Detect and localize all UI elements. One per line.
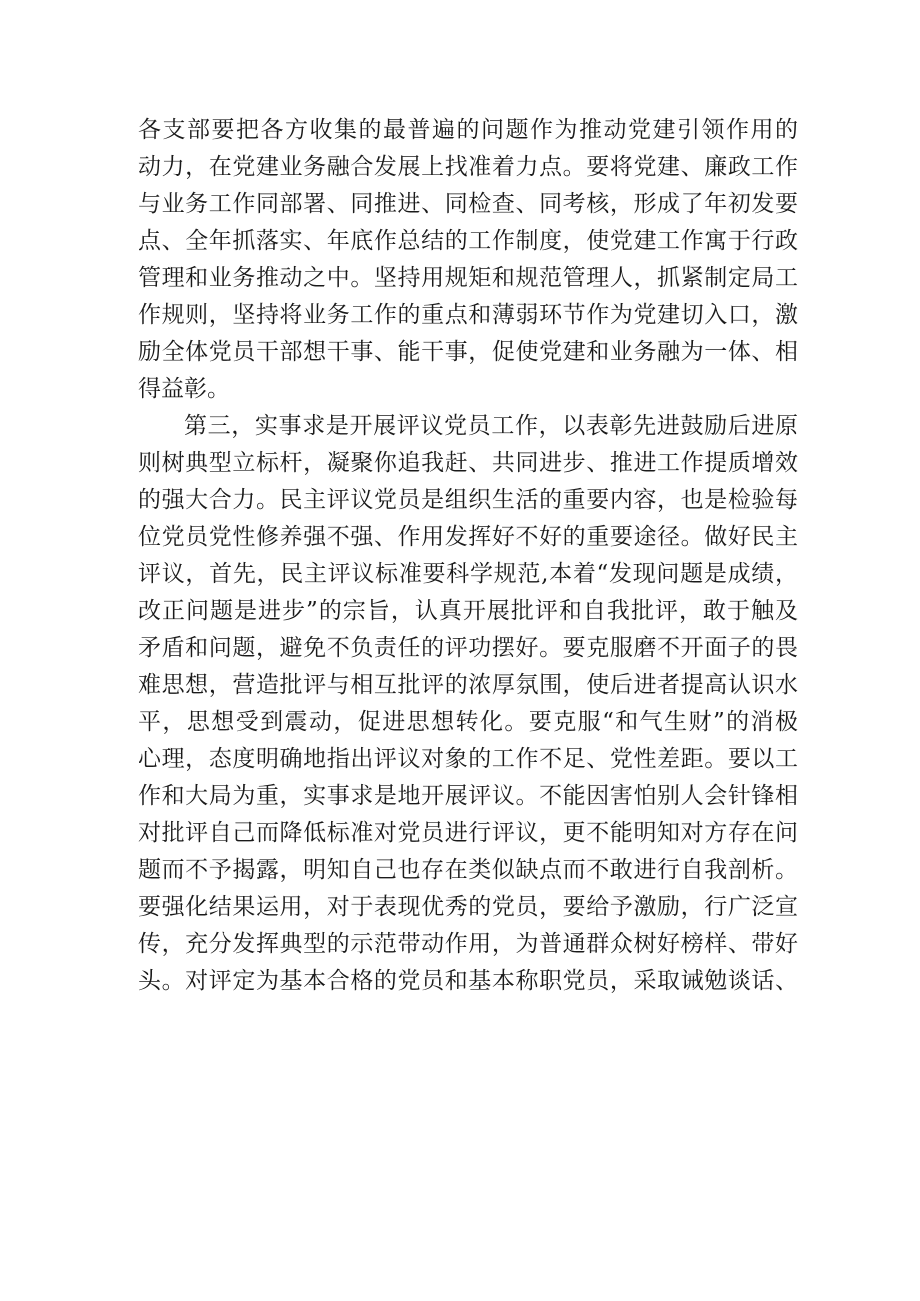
text-line: 位党员党性修养强不强、作用发挥好不好的重要途径。做好民主 xyxy=(138,524,798,550)
text-line: 第三，实事求是开展评议党员工作，以表彰先进鼓励后进原 xyxy=(184,413,798,439)
text-line: 评议，首先，民主评议标准要科学规范,本着“发现问题是成绩， xyxy=(138,561,798,587)
text-line: 的强大合力。民主评议党员是组织生活的重要内容，也是检验每 xyxy=(138,487,798,513)
text-line: 作规则，坚持将业务工作的重点和薄弱环节作为党建切入口，激 xyxy=(138,302,798,328)
text-line: 动力，在党建业务融合发展上找准着力点。要将党建、廉政工作 xyxy=(138,154,798,180)
text-line: 管理和业务推动之中。坚持用规矩和规范管理人，抓紧制定局工 xyxy=(138,265,798,291)
text-line: 题而不予揭露，明知自己也存在类似缺点而不敢进行自我剖析。 xyxy=(138,857,798,883)
text-line: 则树典型立标杆，凝聚你追我赶、共同进步、推进工作提质增效 xyxy=(138,450,798,476)
text-line: 对批评自己而降低标准对党员进行评议，更不能明知对方存在问 xyxy=(138,820,798,846)
text-line: 矛盾和问题，避免不负责任的评功摆好。要克服磨不开面子的畏 xyxy=(138,635,798,661)
text-line: 平，思想受到震动，促进思想转化。要克服“和气生财”的消极 xyxy=(138,709,798,735)
text-line: 各支部要把各方收集的最普遍的问题作为推动党建引领作用的 xyxy=(138,117,798,143)
text-line: 要强化结果运用，对于表现优秀的党员，要给予激励，行广泛宣 xyxy=(138,894,798,920)
text-line: 得益彰。 xyxy=(138,376,230,402)
paragraph xyxy=(138,112,798,408)
text-line: 与业务工作同部署、同推进、同检查、同考核，形成了年初发要 xyxy=(138,191,798,217)
document-body xyxy=(138,112,798,1000)
text-line: 头。对评定为基本合格的党员和基本称职党员，采取诫勉谈话、 xyxy=(138,968,798,994)
text-line: 励全体党员干部想干事、能干事，促使党建和业务融为一体、相 xyxy=(138,339,798,365)
text-line: 传，充分发挥典型的示范带动作用，为普通群众树好榜样、带好 xyxy=(138,931,798,957)
text-line: 心理，态度明确地指出评议对象的工作不足、党性差距。要以工 xyxy=(138,746,798,772)
text-line: 点、全年抓落实、年底作总结的工作制度，使党建工作寓于行政 xyxy=(138,228,798,254)
text-line: 难思想，营造批评与相互批评的浓厚氛围，使后进者提高认识水 xyxy=(138,672,798,698)
paragraph xyxy=(138,408,798,1000)
text-line: 改正问题是进步”的宗旨，认真开展批评和自我批评，敢于触及 xyxy=(138,598,798,624)
text-line: 作和大局为重，实事求是地开展评议。不能因害怕别人会针锋相 xyxy=(138,783,798,809)
